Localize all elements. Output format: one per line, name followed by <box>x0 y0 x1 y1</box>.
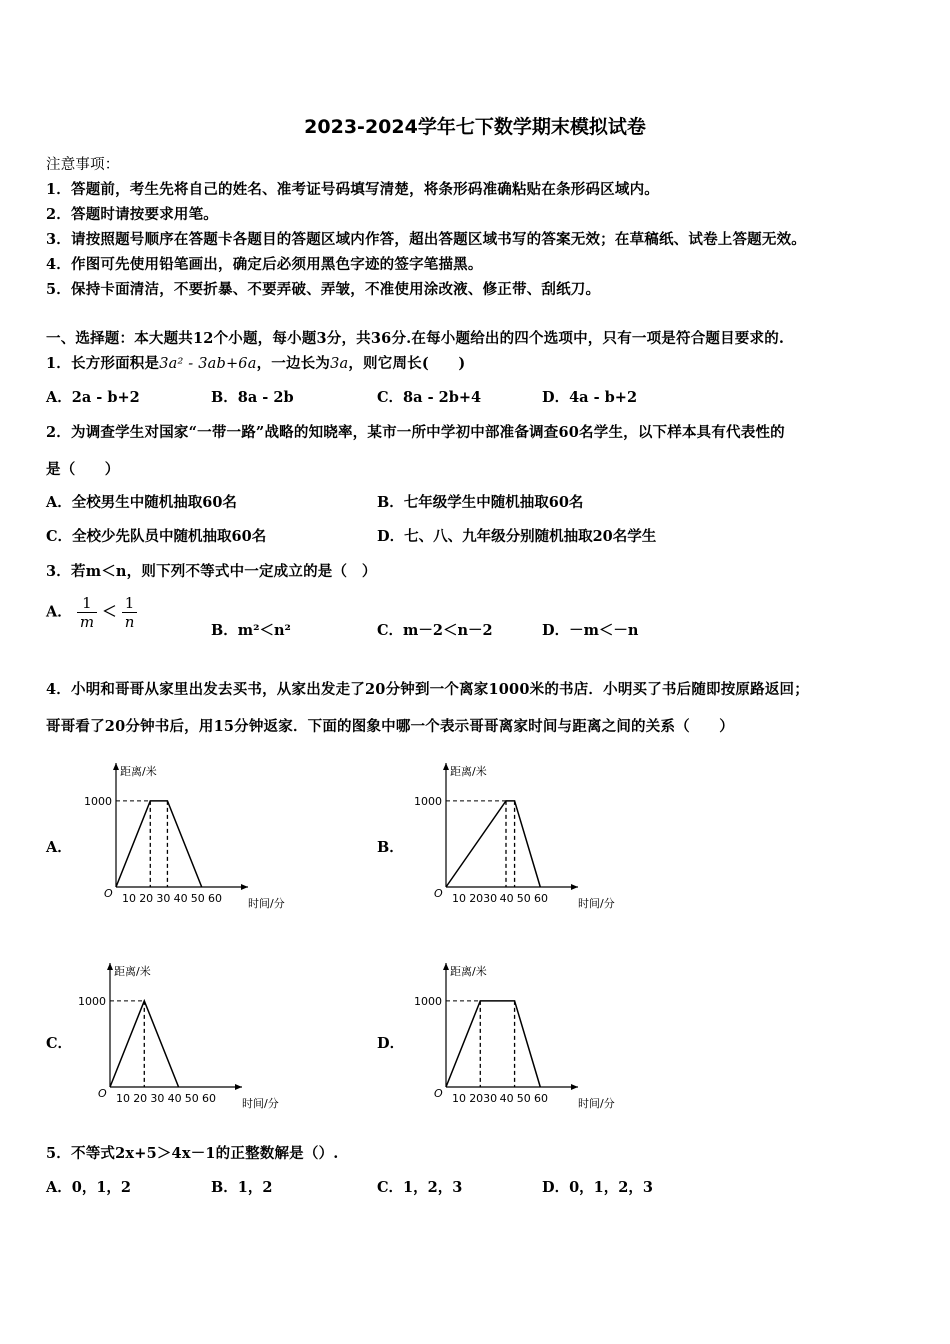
q3-less-than: ＜ <box>102 603 117 621</box>
question-2-stem-line2: 是（ ） <box>46 461 120 478</box>
q4-option-b-label: B． <box>377 839 404 856</box>
question-4-stem-line2: 哥哥看了20分钟书后，用15分钟返家．下面的图象中哪一个表示哥哥离家时间与距离之间的关系（ ） <box>46 718 734 735</box>
q2-option-c: C．全校少先队员中随机抽取60名 <box>46 528 267 545</box>
question-5-stem: 5．不等式2x+5＞4x－1的正整数解是（）. <box>46 1145 339 1162</box>
notice-item-3: 3．请按照题号顺序在答题卡各题目的答题区域内作答，超出答题区域书写的答案无效；在草稿纸、试卷上答题无效。 <box>46 231 806 248</box>
origin-label: O <box>434 887 443 900</box>
x-tick-label: 10 <box>122 892 136 905</box>
q1-mid: ，一边长为 <box>256 355 331 372</box>
section-heading: 一、选择题：本大题共12个小题，每小题3分，共36分.在每小题给出的四个选项中，只有一项是符合题目要求的. <box>46 330 785 347</box>
page-title: 2023-2024学年七下数学期末模拟试卷 <box>304 116 646 138</box>
distance-time-line <box>446 1001 540 1087</box>
x-tick-label: 40 <box>499 1092 514 1105</box>
origin-label: O <box>104 887 113 900</box>
q2-option-d: D．七、八、九年级分别随机抽取20名学生 <box>377 528 657 545</box>
x-tick-label: 30 <box>156 892 171 905</box>
y-tick-label: 1000 <box>84 794 112 808</box>
y-axis-arrow <box>107 963 113 970</box>
x-tick-label: 2030 <box>469 1092 498 1105</box>
x-tick-label: 50 <box>184 1092 199 1105</box>
q3-option-d: D．－m＜－n <box>542 622 639 639</box>
q1-side: 3a <box>330 356 349 372</box>
q4-option-d-label: D． <box>377 1035 405 1052</box>
question-3-stem: 3．若m＜n，则下列不等式中一定成立的是（ ） <box>46 563 377 580</box>
y-axis-label: 距离/米 <box>120 765 157 778</box>
x-axis-arrow <box>241 884 248 890</box>
q1-prefix: 1．长方形面积是 <box>46 355 160 372</box>
x-tick-label: 2030 <box>469 892 498 905</box>
q5-option-b: B．1，2 <box>211 1179 273 1196</box>
y-tick-label: 1000 <box>414 794 442 808</box>
question-4-stem-line1: 4．小明和哥哥从家里出发去买书，从家出发走了20分钟到一个离家1000米的书店．小明买了书后随即按原路返回； <box>46 681 809 698</box>
y-axis-arrow <box>113 763 119 770</box>
origin-label: O <box>434 1087 443 1100</box>
x-axis-label: 时间/分 <box>248 897 285 910</box>
question-1-stem <box>46 352 465 373</box>
x-tick-label: 60 <box>202 1092 216 1105</box>
x-tick-label: 10 <box>452 1092 466 1105</box>
q3-fraction-1-over-n: $\frac{1}{n}$ <box>122 594 138 631</box>
notice-item-2: 2．答题时请按要求用笔。 <box>46 206 218 223</box>
q4-graph-c <box>78 955 290 1120</box>
distance-time-line <box>446 801 540 887</box>
q5-option-d: D．0，1，2，3 <box>542 1179 653 1196</box>
q1-option-b: B．8a - 2b <box>211 389 294 406</box>
q3-option-a-label: A． <box>46 603 72 621</box>
q1-option-a: A．2a - b+2 <box>46 389 140 406</box>
origin-label: O <box>98 1087 107 1100</box>
x-tick-label: 40 <box>167 1092 182 1105</box>
x-axis-arrow <box>571 884 578 890</box>
q4-graph-a <box>84 755 296 920</box>
x-tick-label: 30 <box>150 1092 165 1105</box>
notice-item-5: 5．保持卡面清洁，不要折暴、不要弄破、弄皱，不准使用涂改液、修正带、刮纸刀。 <box>46 281 601 298</box>
question-2-stem-line1: 2．为调查学生对国家“一带一路”战略的知晓率，某市一所中学初中部准备调查60名学生，以下样本具有代表性的 <box>46 424 785 441</box>
q3-option-a <box>46 594 137 631</box>
x-tick-label: 60 <box>208 892 222 905</box>
distance-time-line <box>116 801 202 887</box>
y-axis-arrow <box>443 963 449 970</box>
q3-option-b: B．m²＜n² <box>211 622 291 639</box>
q5-option-c: C．1，2，3 <box>377 1179 463 1196</box>
q1-option-c: C．8a - 2b+4 <box>377 389 482 406</box>
x-tick-label: 60 <box>534 1092 548 1105</box>
q1-option-d: D．4a - b+2 <box>542 389 638 406</box>
q4-option-a-label: A． <box>46 839 72 856</box>
y-axis-label: 距离/米 <box>450 765 487 778</box>
q4-option-c-label: C． <box>46 1035 73 1052</box>
x-axis-arrow <box>235 1084 242 1090</box>
q5-option-a: A．0，1，2 <box>46 1179 132 1196</box>
x-tick-label: 10 <box>452 892 466 905</box>
x-axis-label: 时间/分 <box>578 897 615 910</box>
x-tick-label: 40 <box>173 892 188 905</box>
x-tick-label: 20 <box>133 1092 148 1105</box>
x-axis-arrow <box>571 1084 578 1090</box>
x-tick-label: 50 <box>516 1092 531 1105</box>
x-axis-label: 时间/分 <box>242 1097 279 1110</box>
notice-item-1: 1．答题前，考生先将自己的姓名、准考证号码填写清楚，将条形码准确粘贴在条形码区域内。 <box>46 181 659 198</box>
y-axis-label: 距离/米 <box>114 965 151 978</box>
x-tick-label: 60 <box>534 892 548 905</box>
notice-item-4: 4．作图可先使用铅笔画出，确定后必须用黑色字迹的签字笔描黑。 <box>46 256 483 273</box>
q4-graph-d <box>414 955 626 1120</box>
y-axis-label: 距离/米 <box>450 965 487 978</box>
q1-suffix: ，则它周长( ) <box>348 355 466 372</box>
q2-option-a: A．全校男生中随机抽取60名 <box>46 494 237 511</box>
x-tick-label: 50 <box>190 892 205 905</box>
x-tick-label: 50 <box>516 892 531 905</box>
y-tick-label: 1000 <box>414 994 442 1008</box>
x-tick-label: 20 <box>139 892 154 905</box>
notice-heading: 注意事项： <box>46 157 120 173</box>
x-tick-label: 10 <box>116 1092 130 1105</box>
q3-option-c: C．m－2＜n－2 <box>377 622 493 639</box>
q1-expression: 3a² - 3ab+6a <box>159 356 257 372</box>
q2-option-b: B．七年级学生中随机抽取60名 <box>377 494 584 511</box>
x-axis-label: 时间/分 <box>578 1097 615 1110</box>
y-axis-arrow <box>443 763 449 770</box>
x-tick-label: 40 <box>499 892 514 905</box>
q4-graph-b <box>414 755 626 920</box>
q3-fraction-1-over-m: $\frac{1}{m}$ <box>77 594 97 631</box>
y-tick-label: 1000 <box>78 994 106 1008</box>
